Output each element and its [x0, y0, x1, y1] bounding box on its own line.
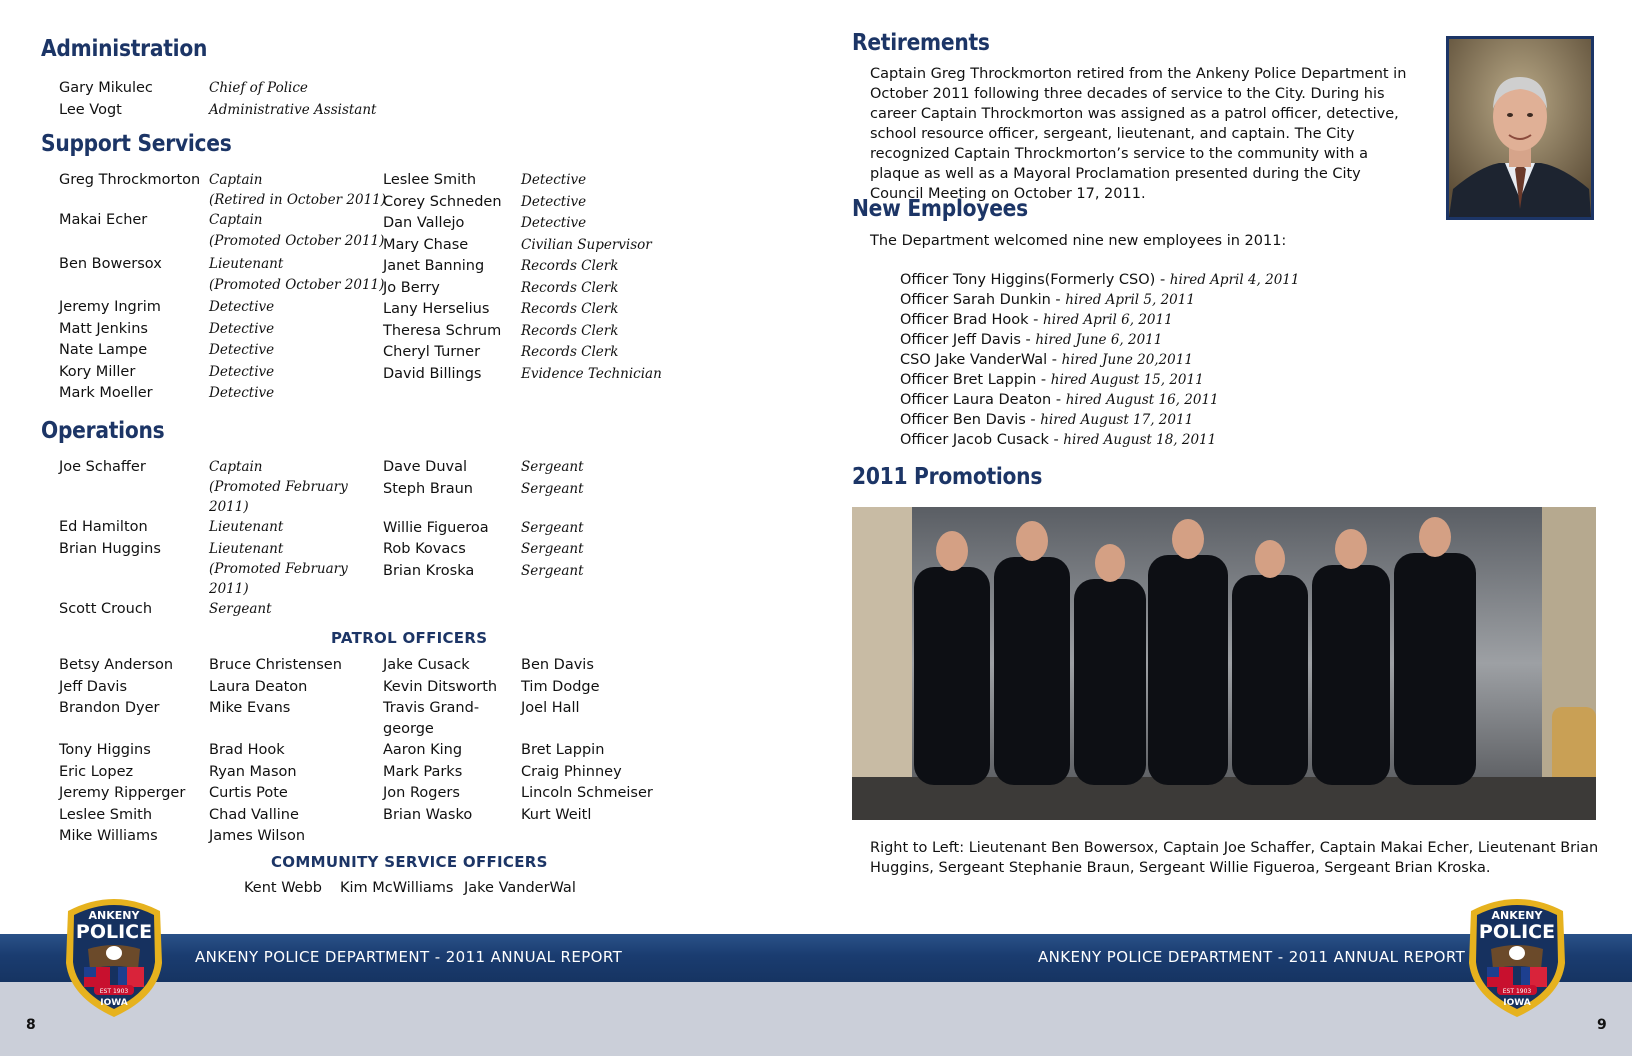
cso-names: [244, 878, 604, 900]
table-row: [59, 340, 379, 362]
table-row: [59, 383, 379, 405]
list-item: CSO Jake VanderWal - hired June 20,2011: [900, 352, 1193, 368]
staff-name: Matt Jenkins: [59, 320, 148, 337]
officer-name: Eric Lopez: [59, 763, 134, 780]
community-service-officers-heading: COMMUNITY SERVICE OFFICERS: [271, 853, 548, 871]
staff-name: Theresa Schrum: [383, 322, 502, 339]
staff-name: Lany Herselius: [383, 301, 490, 317]
staff-name: Ed Hamilton: [59, 519, 148, 535]
officer-name: Mike Evans: [209, 700, 291, 716]
officer-name: Bruce Christensen: [209, 657, 342, 673]
staff-title: Captain: [209, 459, 263, 475]
staff-title: Records Clerk: [521, 322, 619, 339]
cso-name: Jake VanderWal: [464, 880, 576, 896]
ankeny-police-badge-icon: [1461, 893, 1573, 1019]
staff-name: Janet Banning: [383, 258, 485, 274]
table-row: [383, 539, 663, 561]
ankeny-police-badge-icon: [58, 893, 170, 1019]
staff-name: Kory Miller: [59, 363, 136, 380]
staff-title: Sergeant: [209, 600, 272, 617]
officer-name: Jeff Davis: [59, 678, 128, 695]
officer-name: Travis Grand-george: [383, 700, 480, 737]
staff-name: Cheryl Turner: [383, 344, 481, 360]
table-row: [244, 878, 604, 900]
portrait-image: [1449, 39, 1591, 217]
officer-name: Leslee Smith: [59, 806, 153, 823]
staff-title: Lieutenant: [209, 519, 284, 535]
operations-heading: Operations: [41, 418, 165, 444]
staff-name: Ben Bowersox: [59, 256, 162, 272]
officer-name: Laura Deaton: [209, 678, 308, 695]
table-row: [59, 362, 379, 384]
table-row: [383, 561, 663, 583]
table-row: [383, 364, 663, 386]
table-row: [383, 299, 663, 321]
table-row: [59, 698, 659, 740]
staff-title: Detective: [209, 342, 275, 358]
officer-name: Jon Rogers: [383, 785, 460, 801]
staff-title: Captain: [209, 212, 263, 228]
list-item: Officer Laura Deaton - hired August 16, 2011: [900, 392, 1219, 408]
staff-title: Lieutenant: [209, 256, 284, 272]
retirements-heading: Retirements: [852, 30, 990, 56]
table-row: [59, 319, 379, 341]
officer-name: Craig Phinney: [521, 763, 622, 780]
staff-title: Detective: [209, 299, 275, 315]
staff-name: Lee Vogt: [59, 101, 122, 118]
staff-title: Chief of Police: [209, 80, 308, 96]
officer-name: Brian Wasko: [383, 806, 473, 823]
staff-title: Civilian Supervisor: [521, 236, 652, 253]
staff-name: Leslee Smith: [383, 172, 477, 188]
staff-title: Records Clerk: [521, 258, 619, 274]
staff-title: Records Clerk: [521, 279, 619, 296]
staff-name: Jo Berry: [383, 279, 440, 296]
administration-heading: Administration: [41, 36, 208, 62]
table-row: [59, 457, 379, 517]
staff-title: Captain: [209, 172, 263, 188]
support-col2: [383, 170, 663, 385]
new-employees-list: [900, 270, 1299, 450]
left-footer-title: ANKENY POLICE DEPARTMENT - 2011 ANNUAL REPORT: [195, 948, 623, 966]
promotions-heading: 2011 Promotions: [852, 464, 1043, 490]
officer-name: Jeremy Ripperger: [59, 785, 186, 801]
svg-text:POLICE: POLICE: [1478, 921, 1556, 943]
officer-name: Jake Cusack: [383, 657, 470, 673]
table-row: [383, 256, 663, 278]
staff-name: Dan Vallejo: [383, 215, 465, 231]
support-col1: [59, 170, 387, 405]
staff-name: Willie Figueroa: [383, 519, 489, 536]
list-item: Officer Brad Hook - hired April 6, 2011: [900, 312, 1173, 328]
table-row: [383, 518, 663, 540]
staff-title: Sergeant: [521, 519, 584, 536]
officer-name: Mike Williams: [59, 828, 158, 844]
cso-name: Kim McWilliams: [340, 880, 454, 896]
staff-name: David Billings: [383, 365, 482, 382]
table-row: [383, 278, 663, 300]
footer-base: [0, 982, 1632, 1056]
list-item: Officer Jacob Cusack - hired August 18, 2011: [900, 432, 1217, 448]
administration-table: [59, 78, 379, 121]
table-row: [59, 517, 379, 539]
photo-caption: Right to Left: Lieutenant Ben Bowersox, Captain Joe Schaffer, Captain Makai Echer, Lieutenant Brian Huggins, Sergeant Stephanie Braun, Sergeant Willie Figueroa, Sergeant Brian Kroska.: [870, 840, 1599, 876]
table-row: [59, 826, 659, 848]
right-footer-title: ANKENY POLICE DEPARTMENT - 2011 ANNUAL REPORT: [1038, 948, 1466, 966]
staff-name: Steph Braun: [383, 480, 473, 497]
table-row: [59, 170, 387, 210]
patrol-officers-table: [59, 655, 659, 848]
table-row: [59, 783, 659, 805]
left-page-number: 8: [26, 1017, 36, 1033]
svg-text:EST 1903: EST 1903: [1502, 988, 1532, 995]
officer-name: Tony Higgins: [59, 742, 151, 758]
table-row: [383, 342, 663, 364]
table-row: [383, 457, 663, 479]
staff-name: Greg Throckmorton: [59, 172, 201, 188]
table-row: [59, 297, 379, 319]
table-row: [383, 235, 663, 257]
officer-name: Bret Lappin: [521, 742, 605, 758]
officer-name: James Wilson: [209, 828, 306, 844]
staff-name: Dave Duval: [383, 459, 468, 475]
table-row: [59, 677, 659, 699]
staff-name: Scott Crouch: [59, 600, 153, 617]
table-row: [383, 479, 663, 518]
staff-title: Detective: [521, 215, 587, 231]
list-item: Officer Sarah Dunkin - hired April 5, 2011: [900, 292, 1195, 308]
table-row: [59, 762, 659, 784]
staff-title: Detective: [521, 193, 587, 210]
staff-title: Sergeant: [521, 480, 584, 497]
support-services-heading: Support Services: [41, 131, 232, 157]
group-photo-image: [852, 507, 1596, 820]
table-row: [59, 805, 659, 827]
staff-title: Records Clerk: [521, 301, 619, 317]
svg-text:IOWA: IOWA: [1503, 998, 1531, 1008]
list-item: Officer Jeff Davis - hired June 6, 2011: [900, 332, 1163, 348]
table-row: [383, 192, 663, 214]
svg-text:POLICE: POLICE: [75, 921, 153, 943]
table-row: [383, 170, 663, 192]
staff-title: Records Clerk: [521, 344, 619, 360]
staff-name: Brian Kroska: [383, 562, 475, 579]
staff-title: Lieutenant: [209, 540, 284, 557]
table-row: [59, 740, 659, 762]
staff-title: Detective: [209, 363, 275, 380]
table-row: [59, 210, 385, 254]
staff-note: (Promoted October 2011): [209, 277, 385, 293]
staff-name: Makai Echer: [59, 212, 148, 228]
table-row: [59, 254, 385, 297]
staff-title: Sergeant: [521, 541, 584, 557]
staff-title: Administrative Assistant: [209, 101, 377, 118]
staff-title: Detective: [209, 320, 275, 337]
retirement-paragraph: Captain Greg Throckmorton retired from the Ankeny Police Department in October 2011 following three decades of service to the City. During his career Captain Throckmorton was assigned as a patrol officer, detective, school resource officer, sergeant, lieutenant, and captain. The City recognized Captain Throckmorton’s service to the community with a plaque as well as a Mayoral Proclamation presented during the City Council Meeting on October 17, 2011.: [870, 66, 1407, 202]
police-badge-left: [58, 893, 170, 1019]
operations-col2: [383, 457, 663, 582]
officer-name: Betsy Anderson: [59, 657, 174, 673]
table-row: [59, 655, 659, 677]
staff-name: Gary Mikulec: [59, 80, 153, 96]
officer-name: Brandon Dyer: [59, 700, 160, 716]
retiree-portrait: [1446, 36, 1594, 220]
table-row: [59, 78, 379, 100]
svg-text:EST 1903: EST 1903: [99, 988, 129, 995]
staff-name: Joe Schaffer: [59, 459, 146, 475]
svg-text:ANKENY: ANKENY: [1491, 909, 1543, 922]
staff-note: (Promoted October 2011): [209, 233, 385, 249]
officer-name: Lincoln Schmeiser: [521, 785, 653, 801]
staff-title: Sergeant: [521, 562, 584, 579]
staff-name: Nate Lampe: [59, 342, 148, 358]
staff-title: Evidence Technician: [521, 365, 662, 382]
table-row: [59, 100, 379, 122]
right-page-number: 9: [1597, 1017, 1607, 1033]
svg-text:IOWA: IOWA: [100, 998, 128, 1008]
officer-name: Curtis Pote: [209, 785, 288, 801]
staff-name: Rob Kovacs: [383, 541, 466, 557]
officer-name: Aaron King: [383, 742, 463, 758]
staff-title: Detective: [209, 385, 275, 401]
patrol-officers-heading: PATROL OFFICERS: [331, 629, 488, 647]
svg-text:ANKENY: ANKENY: [88, 909, 140, 922]
list-item: Officer Bret Lappin - hired August 15, 2011: [900, 372, 1204, 388]
new-employees-intro: The Department welcomed nine new employees in 2011:: [870, 233, 1287, 249]
officer-name: Ben Davis: [521, 657, 594, 673]
officer-name: Ryan Mason: [209, 763, 297, 780]
staff-name: Jeremy Ingrim: [59, 299, 161, 315]
list-item: Officer Tony Higgins(Formerly CSO) - hired April 4, 2011: [900, 272, 1300, 288]
table-row: [383, 213, 663, 235]
staff-name: Brian Huggins: [59, 540, 161, 557]
new-employees-heading: New Employees: [852, 196, 1028, 222]
staff-note: (Promoted February 2011): [209, 479, 348, 515]
staff-name: Mary Chase: [383, 236, 469, 253]
promotions-group-photo: [852, 507, 1596, 820]
officer-name: Kurt Weitl: [521, 806, 592, 823]
staff-name: Corey Schneden: [383, 193, 502, 210]
officer-name: Chad Valline: [209, 806, 299, 823]
officer-name: Brad Hook: [209, 742, 285, 758]
staff-note: (Retired in October 2011): [209, 192, 387, 208]
staff-title: Sergeant: [521, 459, 584, 475]
officer-name: Tim Dodge: [521, 678, 600, 695]
officer-name: Joel Hall: [521, 700, 580, 716]
list-item: Officer Ben Davis - hired August 17, 2011: [900, 412, 1194, 428]
staff-note: (Promoted February 2011): [209, 560, 348, 597]
officer-name: Mark Parks: [383, 763, 463, 780]
staff-title: Detective: [521, 172, 587, 188]
staff-name: Mark Moeller: [59, 385, 153, 401]
police-badge-right: [1461, 893, 1573, 1019]
operations-col1: [59, 457, 379, 620]
cso-name: Kent Webb: [244, 880, 323, 896]
officer-name: Kevin Ditsworth: [383, 678, 498, 695]
table-row: [59, 599, 379, 621]
table-row: [383, 321, 663, 343]
table-row: [59, 539, 379, 599]
